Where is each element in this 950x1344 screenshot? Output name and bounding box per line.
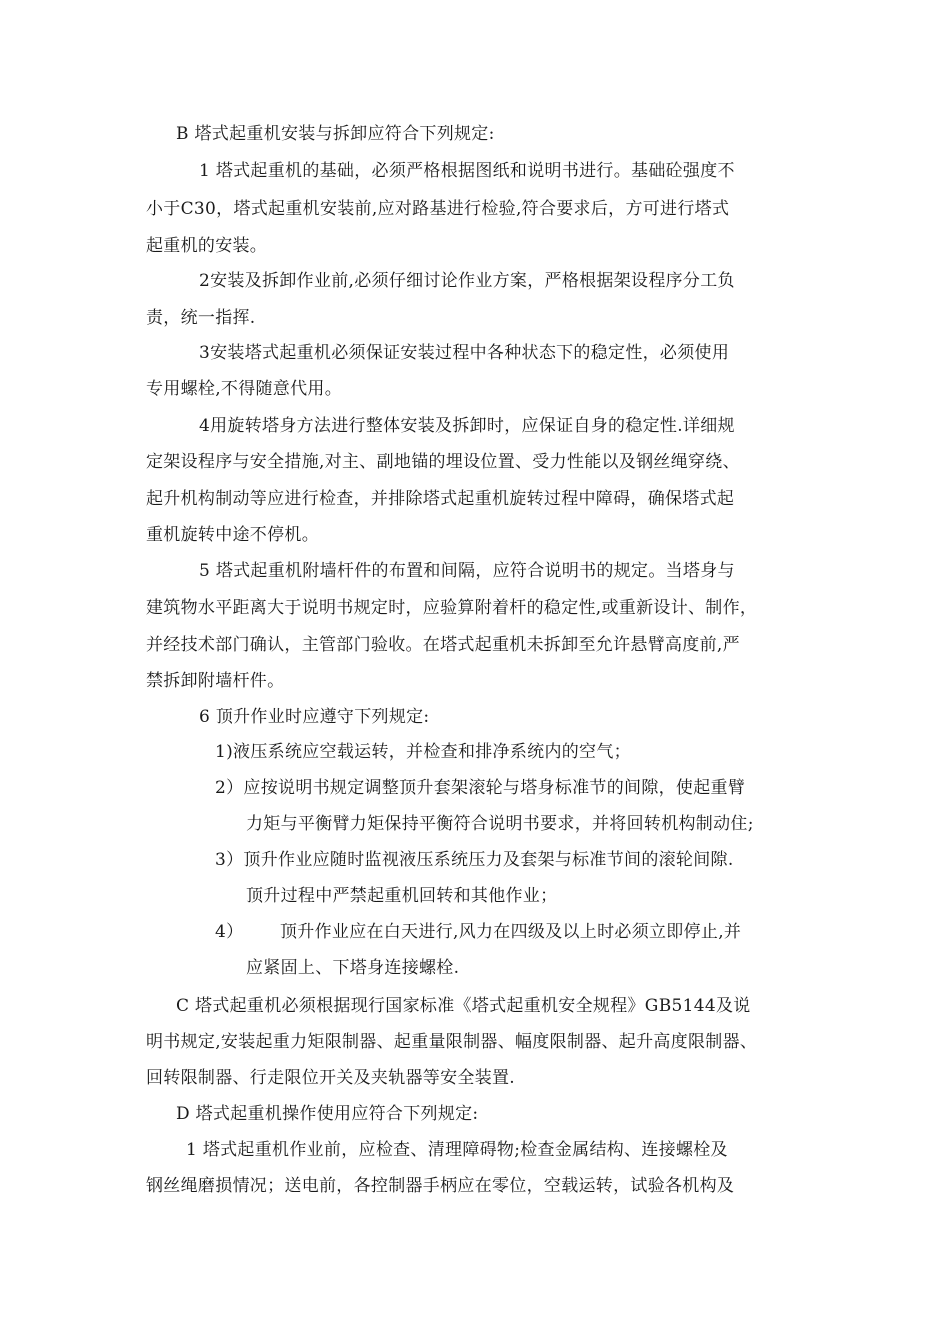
item-b6-sub1-line-1: 1)液压系统应空载运转，并检查和排净系统内的空气； <box>215 742 631 762</box>
item-b6-sub4-line-1: 顶升作业应在白天进行,风力在四级及以上时必须立即停止,并 <box>280 922 742 942</box>
item-b3-line-2: 专用螺栓,不得随意代用。 <box>146 379 343 399</box>
item-b2-line-2: 责，统一指挥. <box>146 308 256 328</box>
section-c-line-3: 回转限制器、行走限位开关及夹轨器等安全装置. <box>146 1068 516 1088</box>
item-b1-line-3: 起重机的安装。 <box>146 236 268 256</box>
item-b5-line-1: 5 塔式起重机附墙杆件的布置和间隔，应符合说明书的规定。当塔身与 <box>199 561 735 581</box>
item-b4-line-1: 4用旋转塔身方法进行整体安装及拆卸时，应保证自身的稳定性.详细规 <box>199 416 735 436</box>
item-b3-line-1: 3安装塔式起重机必须保证安装过程中各种状态下的稳定性，必须使用 <box>199 343 730 363</box>
item-b5-line-2: 建筑物水平距离大于说明书规定时，应验算附着杆的稳定性,或重新设计、制作， <box>146 598 758 618</box>
item-b1-line-2: 小于C30，塔式起重机安装前,应对路基进行检验,符合要求后，方可进行塔式 <box>146 199 730 219</box>
item-d1-line-1: 1 塔式起重机作业前，应检查、清理障碍物;检查金属结构、连接螺栓及 <box>186 1140 728 1160</box>
item-b6-sub2-line-1: 2）应按说明书规定调整顶升套架滚轮与塔身标准节的间隙，使起重臂 <box>215 778 746 798</box>
item-d1-line-2: 钢丝绳磨损情况；送电前，各控制器手柄应在零位，空载运转，试验各机构及 <box>146 1176 735 1196</box>
item-b2-line-1: 2安装及拆卸作业前,必须仔细讨论作业方案，严格根据架设程序分工负 <box>199 271 735 291</box>
section-d-heading: D 塔式起重机操作使用应符合下列规定: <box>176 1104 479 1124</box>
item-b4-line-3: 起升机构制动等应进行检查，并排除塔式起重机旋转过程中障碍，确保塔式起 <box>146 489 735 509</box>
section-b-heading: B 塔式起重机安装与拆卸应符合下列规定: <box>176 124 495 144</box>
item-b6-sub4-line-2: 应紧固上、下塔身连接螺栓. <box>246 958 460 978</box>
item-b6-sub3-line-2: 顶升过程中严禁起重机回转和其他作业； <box>246 886 558 906</box>
item-b6-sub4-marker: 4） <box>215 922 244 942</box>
section-c-line-2: 明书规定,安装起重力矩限制器、起重量限制器、幅度限制器、起升高度限制器、 <box>146 1032 758 1052</box>
item-b6-sub3-line-1: 3）顶升作业应随时监视液压系统压力及套架与标准节间的滚轮间隙. <box>215 850 734 870</box>
item-b5-line-4: 禁拆卸附墙杆件。 <box>146 671 285 691</box>
item-b4-line-4: 重机旋转中途不停机。 <box>146 525 319 545</box>
item-b6-sub2-line-2: 力矩与平衡臂力矩保持平衡符合说明书要求，并将回转机构制动住; <box>246 814 754 834</box>
item-b5-line-3: 并经技术部门确认，主管部门验收。在塔式起重机未拆卸至允许悬臂高度前,严 <box>146 635 740 655</box>
item-b6-heading: 6 顶升作业时应遵守下列规定: <box>199 707 430 727</box>
item-b4-line-2: 定架设程序与安全措施,对主、副地锚的埋设位置、受力性能以及钢丝绳穿绕、 <box>146 452 740 472</box>
section-c-line-1: C 塔式起重机必须根据现行国家标准《塔式起重机安全规程》GB5144及说 <box>176 996 751 1016</box>
item-b1-line-1: 1 塔式起重机的基础，必须严格根据图纸和说明书进行。基础砼强度不 <box>199 161 735 181</box>
